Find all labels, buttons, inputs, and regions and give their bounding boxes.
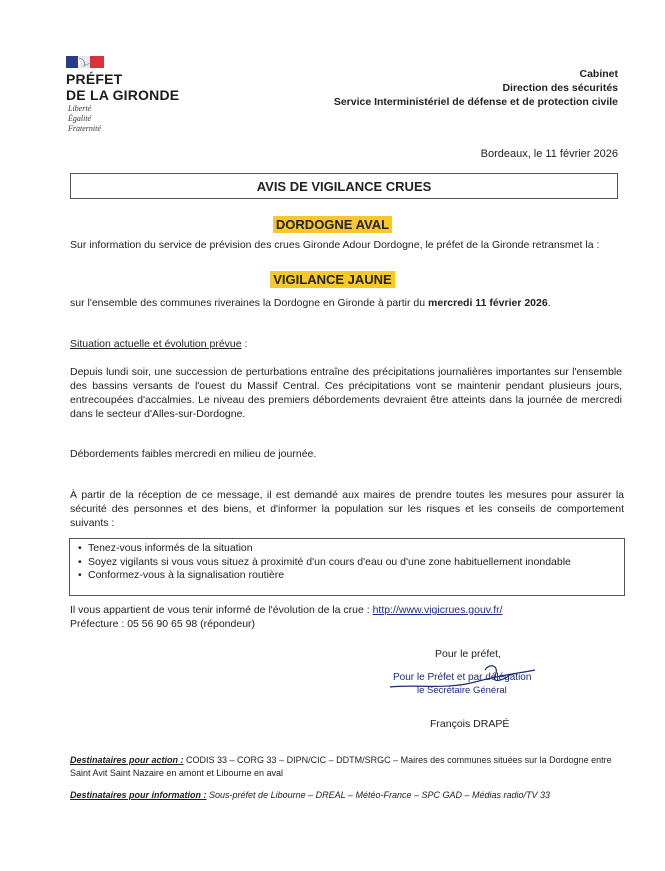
info-prefix: Il vous appartient de vous tenir informé de l'évolution de la crue : xyxy=(70,604,373,616)
header-direction: Direction des sécurités xyxy=(502,82,618,94)
zone-banner: DORDOGNE AVAL xyxy=(273,216,392,233)
situation-heading xyxy=(70,337,247,351)
vigilance-level-banner: VIGILANCE JAUNE xyxy=(270,271,394,288)
page-title: AVIS DE VIGILANCE CRUES xyxy=(70,173,618,199)
scope-prefix: sur l'ensemble des communes riveraines la Dordogne en Gironde à partir du xyxy=(70,297,429,309)
recipients-info-label: Destinataires pour information : xyxy=(70,790,207,800)
intro-text: Sur information du service de prévision des crues Gironde Adour Dordogne, le préfet de la Gironde retransmet la : xyxy=(70,239,600,251)
recipients-info-list: Sous-préfet de Libourne – DREAL – Météo-France – SPC GAD – Médias radio/TV 33 xyxy=(206,790,551,800)
date-line: Bordeaux, le 11 février 2026 xyxy=(480,148,618,160)
scope-date: mercredi 11 février 2026 xyxy=(428,297,548,309)
situation-heading-colon: : xyxy=(241,338,248,350)
header-service: Service Interministériel de défense et de protection civile xyxy=(333,96,618,108)
recommendation-item: • Soyez vigilants si vous vous situez à proximité d'un cours d'eau ou d'une zone habituellement inondable xyxy=(88,556,618,570)
recipients-info xyxy=(70,789,630,802)
signature-stamp xyxy=(385,660,545,700)
marianne-logo-icon xyxy=(66,55,106,69)
request-paragraph: À partir de la réception de ce message, il est demandé aux maires de prendre toutes les mesures pour assurer la sécurité des personnes et des biens, et d'informer la population sur les risques et les conseils de comportement suivants : xyxy=(70,489,624,529)
devise-fraternite: Fraternité xyxy=(68,124,101,133)
recipients-action-list: CODIS 33 – CORG 33 – DIPN/CIC – DDTM/SRGC – Maires des communes situées sur la Dordogne entre Saint Avit Saint Nazaire en amont et Libourne en aval xyxy=(70,755,612,778)
recipients-action-label: Destinataires pour action : xyxy=(70,755,184,765)
signatory-name: François DRAPÉ xyxy=(430,718,510,730)
signature-for: Pour le préfet, xyxy=(435,648,501,660)
logo-gironde-text: DE LA GIRONDE xyxy=(66,87,180,103)
recommendation-item: • Tenez-vous informés de la situation xyxy=(88,542,618,556)
stamp-line2: le Secrétaire Général xyxy=(417,685,507,696)
prefecture-phone: Préfecture : 05 56 90 65 98 (répondeur) xyxy=(70,618,256,630)
situation-paragraph: Depuis lundi soir, une succession de perturbations entraîne des précipitations journalières importantes sur l'ensemble des bassins versants de l'ouest du Massif Central. Ces précipitations vont se maintenir pendant plusieurs jours, entrecoupées d'accalmies. Le niveau des premiers débordements devraient être atteints dans la journée de mercredi dans le secteur d'Alles-sur-Dordogne. xyxy=(70,366,622,420)
recipients-action xyxy=(70,754,630,780)
devise-egalite: Égalité xyxy=(68,114,92,123)
stamp-line1: Pour le Préfet et par délégation xyxy=(393,672,532,683)
handwritten-signature-icon xyxy=(385,660,545,700)
recommendation-item: • Conformez-vous à la signalisation routière xyxy=(88,569,618,583)
situation-summary: Débordements faibles mercredi en milieu de journée. xyxy=(70,448,317,460)
scope-text xyxy=(70,296,630,310)
vigicrues-link[interactable]: http://www.vigicrues.gouv.fr/ xyxy=(372,604,503,616)
logo-prefet-text: PRÉFET xyxy=(66,71,123,87)
devise-liberte: Liberté xyxy=(68,104,92,113)
header-cabinet: Cabinet xyxy=(579,68,618,80)
situation-heading-label: Situation actuelle et évolution prévue xyxy=(70,338,242,350)
recommendations-box xyxy=(69,538,625,596)
info-line xyxy=(70,603,630,617)
scope-suffix: . xyxy=(547,297,551,309)
